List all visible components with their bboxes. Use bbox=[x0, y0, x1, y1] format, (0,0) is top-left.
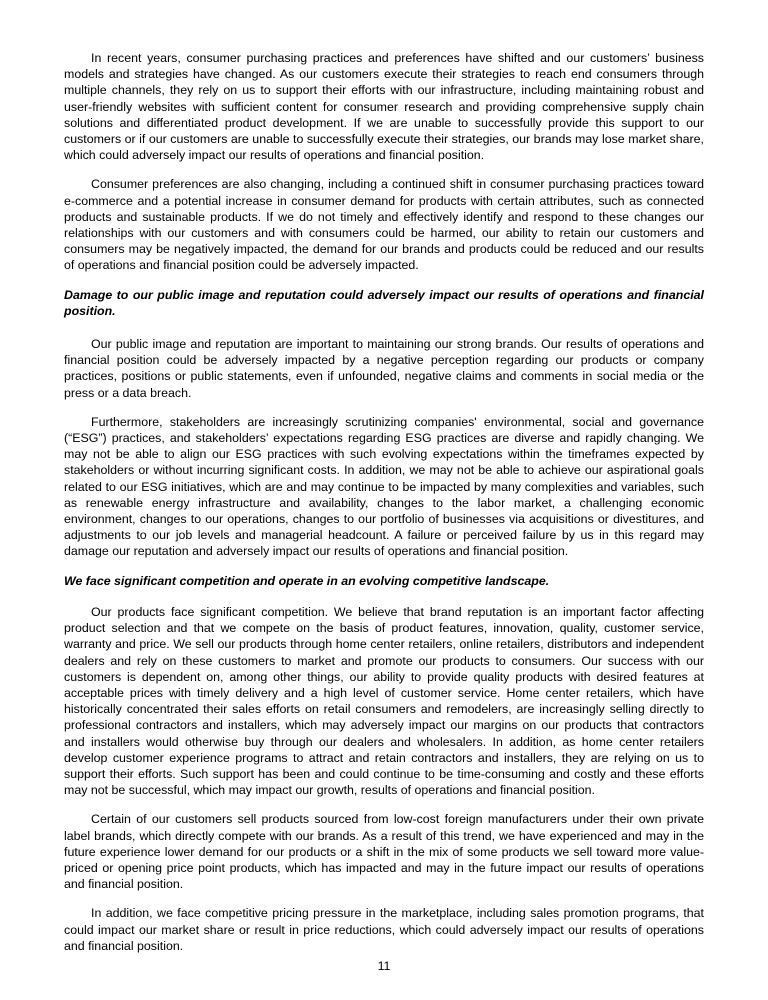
section-heading-reputation: Damage to our public image and reputation could adversely impact our results of operations and financial position. bbox=[64, 287, 704, 318]
page-number: 11 bbox=[377, 959, 391, 973]
paragraph-esg: Furthermore, stakeholders are increasingly scrutinizing companies' environmental, social and governance (“ESG”) practices, and stakeholders’ expectations regarding ESG practices are diverse and rapidly changing. We may not be able to align our ESG practices with such evolving expectations within the timeframes expected by stakeholders or without incurring significant costs. In addition, we may not be able to achieve our aspirational goals related to our ESG initiatives, which are and may continue to be impacted by many complexities and variables, such as renewable energy infrastructure and availability, changes to the labor market, a challenging economic environment, changes to our operations, changes to our portfolio of businesses via acquisitions or divestitures, and adjustments to our job levels and managerial headcount. A failure or perceived failure by us in this regard may damage our reputation and adversely impact our results of operations and financial position. bbox=[64, 414, 704, 559]
paragraph-private-label: Certain of our customers sell products sourced from low-cost foreign manufacturers under their own private label brands, which directly compete with our brands. As a result of this trend, we have experienced and may in the future experience lower demand for our products or a shift in the mix of some products we sell toward more value-priced or opening price point products, which has impacted and may in the future impact our results of operations and financial position. bbox=[64, 812, 704, 892]
document-page bbox=[64, 50, 704, 967]
paragraph-consumer-practices: In recent years, consumer purchasing practices and preferences have shifted and our customers’ business models and strategies have changed. As our customers execute their strategies to reach end consumers through multiple channels, they rely on us to support their efforts with our infrastructure, including maintaining robust and user-friendly websites with sufficient content for consumer research and providing comprehensive supply chain solutions and differentiated product development. If we are unable to successfully provide this support to our customers or if our customers are unable to successfully execute their strategies, our brands may lose market share, which could adversely impact our results of operations and financial position. bbox=[64, 51, 704, 163]
section-heading-competition: We face significant competition and operate in an evolving competitive landscape. bbox=[64, 573, 550, 588]
paragraph-public-image: Our public image and reputation are important to maintaining our strong brands. Our results of operations and financial position could be adversely impacted by a negative perception regarding our products or company practices, positions or public statements, even if unfounded, negative claims and comments in social media or the press or a data breach. bbox=[64, 337, 704, 400]
paragraph-consumer-preferences: Consumer preferences are also changing, including a continued shift in consumer purchasing practices toward e-commerce and a potential increase in consumer demand for products with certain attributes, such as connected products and sustainable products. If we do not timely and effectively identify and respond to these changes our relationships with our customers and with consumers could be harmed, our ability to retain our customers and consumers may be negatively impacted, the demand for our brands and products could be reduced and our results of operations and financial position could be adversely impacted. bbox=[64, 177, 704, 273]
paragraph-product-competition: Our products face significant competition. We believe that brand reputation is an important factor affecting product selection and that we compete on the basis of product features, innovation, quality, customer service, warranty and price. We sell our products through home center retailers, online retailers, distributors and independent dealers and rely on these customers to market and promote our products to consumers. Our success with our customers is dependent on, among other things, our ability to provide quality products with desired features at acceptable prices with timely delivery and a high level of customer service. Home center retailers, which have historically concentrated their sales efforts on retail consumers and remodelers, are increasingly selling directly to professional contractors and installers, which may adversely impact our margins on our products that contractors and installers would otherwise buy through our dealers and wholesalers. In addition, as home center retailers develop customer experience programs to attract and retain contractors and installers, they are relying on us to support their efforts. Such support has been and could continue to be time-consuming and costly and these efforts may not be successful, which may impact our growth, results of operations and financial position. bbox=[64, 604, 704, 798]
paragraph-pricing-pressure: In addition, we face competitive pricing pressure in the marketplace, including sales promotion programs, that could impact our market share or result in price reductions, which could adversely impact our results of operations and financial position. bbox=[64, 906, 704, 953]
